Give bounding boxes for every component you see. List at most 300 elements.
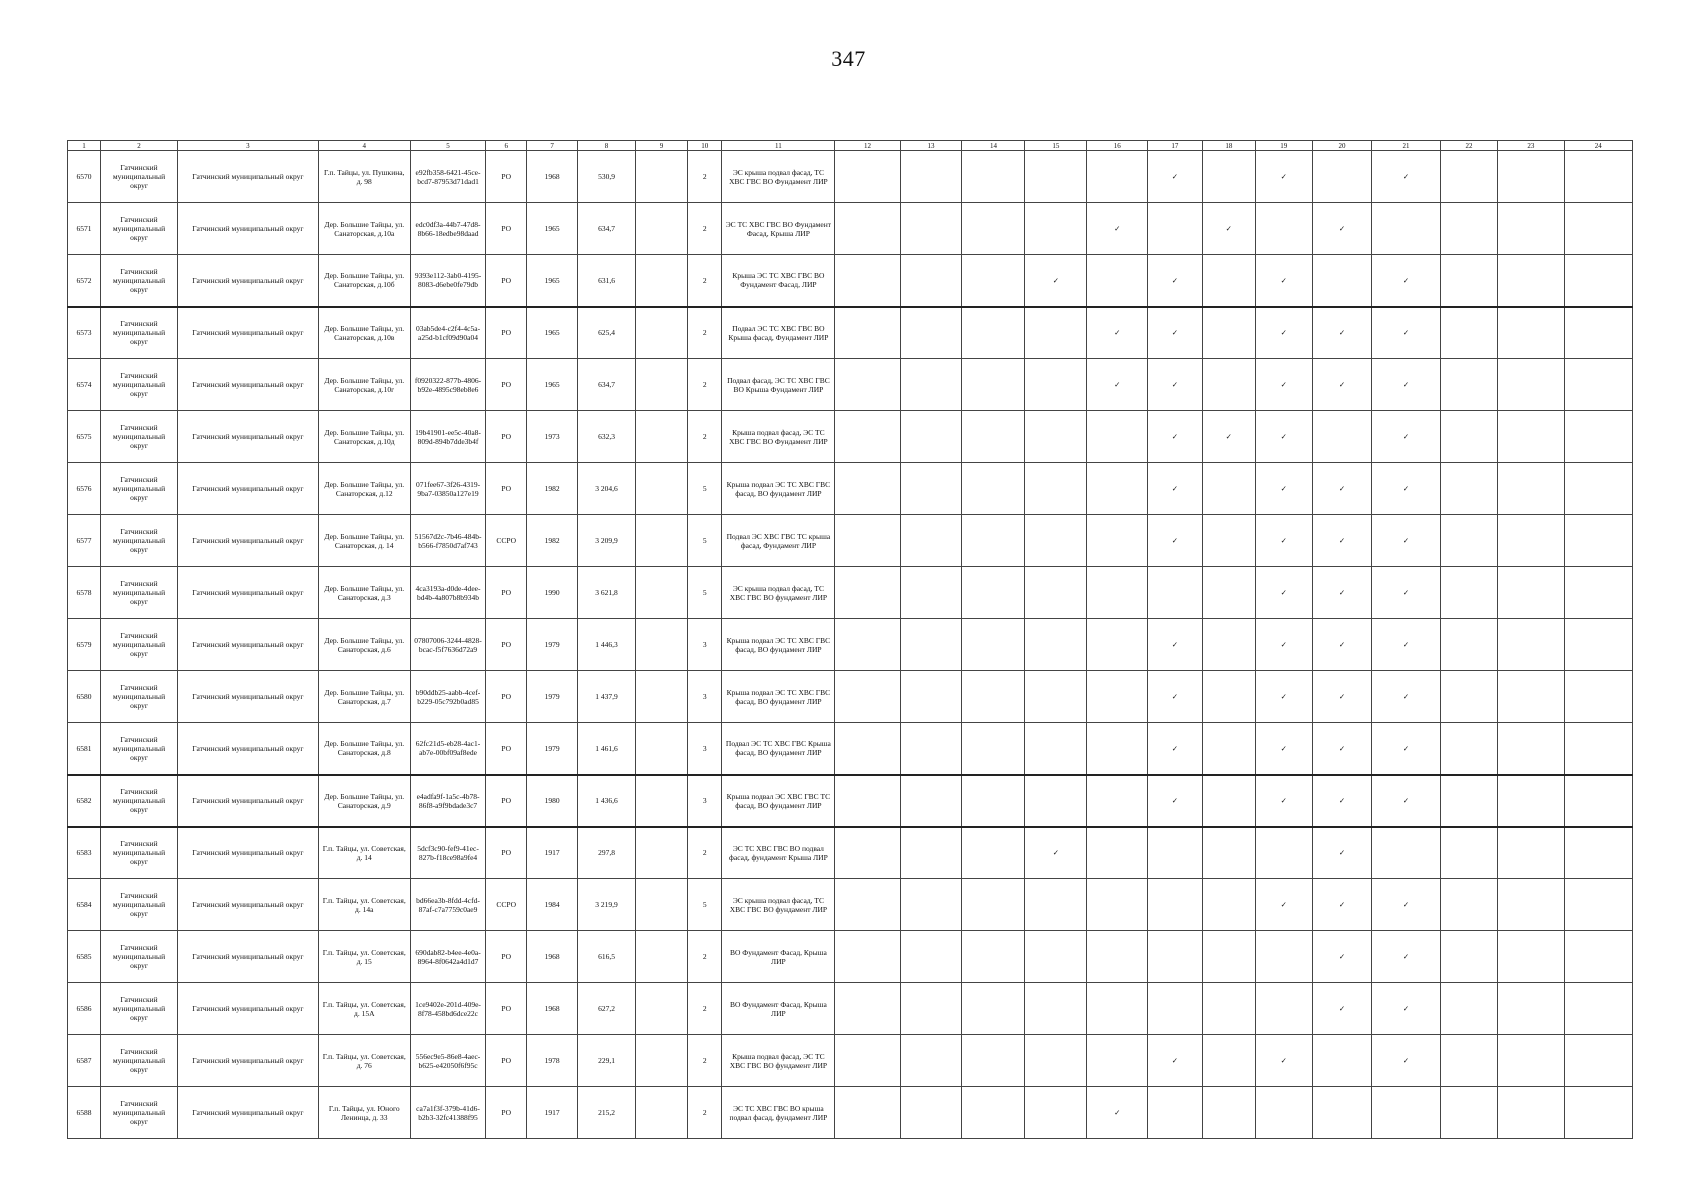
check-mark-icon: ✓ — [1148, 307, 1202, 359]
column-16-cell — [1087, 827, 1148, 879]
column-22-cell — [1440, 1035, 1498, 1087]
row-number: 6579 — [68, 619, 101, 671]
guid-cell: 19b41901-ee5c-40a8-809d-894b7dde3b4f — [410, 411, 486, 463]
column-header-10: 10 — [688, 141, 722, 151]
column-17-cell — [1148, 983, 1202, 1035]
column-19-cell — [1256, 983, 1313, 1035]
build-year-cell: 1968 — [526, 151, 577, 203]
municipality-cell: Гатчинский муниципальный округ — [177, 203, 318, 255]
table-row — [68, 1087, 1633, 1139]
column-15-cell — [1025, 203, 1087, 255]
guid-cell: 51567d2c-7b46-484b-b566-f7850d7af743 — [410, 515, 486, 567]
column-13-cell — [900, 1035, 962, 1087]
management-type-cell: РО — [486, 1087, 527, 1139]
guid-cell: 5dcf3c90-fef9-41ec-827b-f18ce98a9fe4 — [410, 827, 486, 879]
build-year-cell: 1968 — [526, 931, 577, 983]
area-cell: 3 219,9 — [578, 879, 636, 931]
address-cell: Г.п. Тайцы, ул. Советская, д. 14а — [318, 879, 410, 931]
column-14-cell — [962, 255, 1025, 307]
floors-cell: 3 — [688, 723, 722, 775]
check-mark-icon: ✓ — [1148, 619, 1202, 671]
column-12-cell — [835, 671, 900, 723]
guid-cell: 62fc21d5-eb28-4ac1-ab7e-00bf09af8ede — [410, 723, 486, 775]
column-23-cell — [1498, 775, 1564, 827]
column-14-cell — [962, 151, 1025, 203]
address-cell: Дер. Большие Тайцы, ул. Санаторская, д.6 — [318, 619, 410, 671]
column-9-cell — [635, 1035, 687, 1087]
management-type-cell: РО — [486, 203, 527, 255]
table-row — [68, 359, 1633, 411]
works-cell: ЭС крыша подвал фасад, ТС ХВС ГВС ВО Фундамент ЛИР — [722, 151, 835, 203]
column-14-cell — [962, 931, 1025, 983]
check-mark-icon: ✓ — [1148, 463, 1202, 515]
check-mark-icon: ✓ — [1312, 567, 1372, 619]
column-header-18: 18 — [1202, 141, 1255, 151]
check-mark-icon: ✓ — [1148, 671, 1202, 723]
check-mark-icon: ✓ — [1148, 775, 1202, 827]
column-21-cell — [1372, 1087, 1440, 1139]
check-mark-icon: ✓ — [1148, 411, 1202, 463]
column-13-cell — [900, 359, 962, 411]
column-18-cell — [1202, 151, 1255, 203]
column-header-3: 3 — [177, 141, 318, 151]
build-year-cell: 1973 — [526, 411, 577, 463]
floors-cell: 2 — [688, 203, 722, 255]
check-mark-icon: ✓ — [1148, 515, 1202, 567]
address-cell: Дер. Большие Тайцы, ул. Санаторская, д.10г — [318, 359, 410, 411]
address-cell: Дер. Большие Тайцы, ул. Санаторская, д.3 — [318, 567, 410, 619]
row-number: 6587 — [68, 1035, 101, 1087]
column-18-cell — [1202, 827, 1255, 879]
check-mark-icon: ✓ — [1025, 255, 1087, 307]
column-18-cell — [1202, 359, 1255, 411]
column-22-cell — [1440, 307, 1498, 359]
district-cell: Гатчинский муниципальный округ — [101, 619, 178, 671]
guid-cell: 07807006-3244-4828-bcac-f5f7636d72a9 — [410, 619, 486, 671]
column-15-cell — [1025, 151, 1087, 203]
guid-cell: 071fee67-3f26-4319-9ba7-03850a127e19 — [410, 463, 486, 515]
floors-cell: 5 — [688, 515, 722, 567]
row-number: 6581 — [68, 723, 101, 775]
build-year-cell: 1965 — [526, 203, 577, 255]
column-16-cell — [1087, 1035, 1148, 1087]
column-9-cell — [635, 203, 687, 255]
column-9-cell — [635, 463, 687, 515]
check-mark-icon: ✓ — [1312, 931, 1372, 983]
district-cell: Гатчинский муниципальный округ — [101, 879, 178, 931]
column-12-cell — [835, 723, 900, 775]
column-12-cell — [835, 515, 900, 567]
row-number: 6570 — [68, 151, 101, 203]
column-18-cell — [1202, 307, 1255, 359]
table-row — [68, 567, 1633, 619]
address-cell: Г.п. Тайцы, ул. Пушкина, д. 98 — [318, 151, 410, 203]
build-year-cell: 1979 — [526, 619, 577, 671]
column-23-cell — [1498, 411, 1564, 463]
column-22-cell — [1440, 1087, 1498, 1139]
check-mark-icon: ✓ — [1087, 359, 1148, 411]
column-13-cell — [900, 723, 962, 775]
column-16-cell — [1087, 463, 1148, 515]
column-22-cell — [1440, 203, 1498, 255]
district-cell: Гатчинский муниципальный округ — [101, 723, 178, 775]
guid-cell: 03ab5de4-c2f4-4c5a-a25d-b1cf09d90a04 — [410, 307, 486, 359]
column-14-cell — [962, 411, 1025, 463]
column-22-cell — [1440, 827, 1498, 879]
district-cell: Гатчинский муниципальный округ — [101, 203, 178, 255]
check-mark-icon: ✓ — [1148, 1035, 1202, 1087]
check-mark-icon: ✓ — [1256, 775, 1313, 827]
check-mark-icon: ✓ — [1372, 151, 1440, 203]
works-cell: Подвал ЭС ХВС ГВС ТС крыша фасад, Фундамент ЛИР — [722, 515, 835, 567]
column-16-cell — [1087, 671, 1148, 723]
column-20-cell — [1312, 1087, 1372, 1139]
area-cell: 215,2 — [578, 1087, 636, 1139]
column-16-cell — [1087, 931, 1148, 983]
build-year-cell: 1982 — [526, 463, 577, 515]
column-24-cell — [1564, 567, 1633, 619]
area-cell: 3 209,9 — [578, 515, 636, 567]
works-cell: ЭС ТС ХВС ГВС ВО Фундамент Фасад, Крыша ЛИР — [722, 203, 835, 255]
column-22-cell — [1440, 983, 1498, 1035]
column-14-cell — [962, 1087, 1025, 1139]
row-number: 6582 — [68, 775, 101, 827]
area-cell: 631,6 — [578, 255, 636, 307]
guid-cell: bd66ea3b-8fdd-4cfd-87af-c7a7759c0ae9 — [410, 879, 486, 931]
district-cell: Гатчинский муниципальный округ — [101, 775, 178, 827]
column-22-cell — [1440, 723, 1498, 775]
floors-cell: 3 — [688, 775, 722, 827]
works-cell: ЭС ТС ХВС ГВС ВО подвал фасад, фундамент Крыша ЛИР — [722, 827, 835, 879]
area-cell: 1 446,3 — [578, 619, 636, 671]
works-cell: Подвал фасад, ЭС ТС ХВС ГВС ВО Крыша Фундамент ЛИР — [722, 359, 835, 411]
table-row — [68, 203, 1633, 255]
address-cell: Г.п. Тайцы, ул. Советская, д. 76 — [318, 1035, 410, 1087]
check-mark-icon: ✓ — [1256, 879, 1313, 931]
column-header-22: 22 — [1440, 141, 1498, 151]
check-mark-icon: ✓ — [1312, 463, 1372, 515]
column-15-cell — [1025, 411, 1087, 463]
table-row — [68, 307, 1633, 359]
district-cell: Гатчинский муниципальный округ — [101, 411, 178, 463]
check-mark-icon: ✓ — [1372, 775, 1440, 827]
column-9-cell — [635, 983, 687, 1035]
row-number: 6571 — [68, 203, 101, 255]
management-type-cell: РО — [486, 307, 527, 359]
floors-cell: 5 — [688, 879, 722, 931]
column-14-cell — [962, 775, 1025, 827]
column-9-cell — [635, 307, 687, 359]
column-23-cell — [1498, 151, 1564, 203]
column-13-cell — [900, 879, 962, 931]
table-row — [68, 983, 1633, 1035]
management-type-cell: РО — [486, 255, 527, 307]
column-12-cell — [835, 203, 900, 255]
table-row — [68, 619, 1633, 671]
column-23-cell — [1498, 1087, 1564, 1139]
area-cell: 1 436,6 — [578, 775, 636, 827]
column-header-21: 21 — [1372, 141, 1440, 151]
column-15-cell — [1025, 307, 1087, 359]
column-23-cell — [1498, 983, 1564, 1035]
table-row — [68, 879, 1633, 931]
column-16-cell — [1087, 411, 1148, 463]
column-13-cell — [900, 515, 962, 567]
column-18-cell — [1202, 1087, 1255, 1139]
district-cell: Гатчинский муниципальный округ — [101, 671, 178, 723]
management-type-cell: РО — [486, 567, 527, 619]
column-24-cell — [1564, 411, 1633, 463]
management-type-cell: РО — [486, 411, 527, 463]
column-header-12: 12 — [835, 141, 900, 151]
column-22-cell — [1440, 567, 1498, 619]
build-year-cell: 1990 — [526, 567, 577, 619]
check-mark-icon: ✓ — [1148, 359, 1202, 411]
column-12-cell — [835, 307, 900, 359]
column-20-cell — [1312, 411, 1372, 463]
municipality-cell: Гатчинский муниципальный округ — [177, 931, 318, 983]
check-mark-icon: ✓ — [1256, 307, 1313, 359]
table-row — [68, 1035, 1633, 1087]
table-row — [68, 931, 1633, 983]
check-mark-icon: ✓ — [1256, 619, 1313, 671]
column-20-cell — [1312, 255, 1372, 307]
area-cell: 634,7 — [578, 359, 636, 411]
row-number: 6584 — [68, 879, 101, 931]
column-9-cell — [635, 151, 687, 203]
works-cell: Подвал ЭС ТС ХВС ГВС Крыша фасад, ВО фундамент ЛИР — [722, 723, 835, 775]
column-14-cell — [962, 1035, 1025, 1087]
column-9-cell — [635, 515, 687, 567]
column-22-cell — [1440, 359, 1498, 411]
column-12-cell — [835, 359, 900, 411]
check-mark-icon: ✓ — [1256, 671, 1313, 723]
area-cell: 1 461,6 — [578, 723, 636, 775]
column-21-cell — [1372, 203, 1440, 255]
column-header-17: 17 — [1148, 141, 1202, 151]
column-19-cell — [1256, 1087, 1313, 1139]
column-14-cell — [962, 619, 1025, 671]
table-row — [68, 151, 1633, 203]
check-mark-icon: ✓ — [1202, 411, 1255, 463]
column-16-cell — [1087, 775, 1148, 827]
column-9-cell — [635, 1087, 687, 1139]
column-17-cell — [1148, 567, 1202, 619]
column-13-cell — [900, 307, 962, 359]
column-18-cell — [1202, 775, 1255, 827]
check-mark-icon: ✓ — [1256, 255, 1313, 307]
check-mark-icon: ✓ — [1372, 359, 1440, 411]
column-22-cell — [1440, 411, 1498, 463]
check-mark-icon: ✓ — [1087, 307, 1148, 359]
column-13-cell — [900, 411, 962, 463]
table-row — [68, 671, 1633, 723]
row-number: 6578 — [68, 567, 101, 619]
column-12-cell — [835, 827, 900, 879]
floors-cell: 3 — [688, 671, 722, 723]
area-cell: 3 621,8 — [578, 567, 636, 619]
column-17-cell — [1148, 1087, 1202, 1139]
column-22-cell — [1440, 879, 1498, 931]
column-24-cell — [1564, 307, 1633, 359]
address-cell: Г.п. Тайцы, ул. Юного Ленинца, д. 33 — [318, 1087, 410, 1139]
column-24-cell — [1564, 203, 1633, 255]
municipality-cell: Гатчинский муниципальный округ — [177, 463, 318, 515]
check-mark-icon: ✓ — [1148, 723, 1202, 775]
column-22-cell — [1440, 151, 1498, 203]
municipality-cell: Гатчинский муниципальный округ — [177, 1035, 318, 1087]
column-header-15: 15 — [1025, 141, 1087, 151]
works-cell: Подвал ЭС ТС ХВС ГВС ВО Крыша фасад, Фундамент ЛИР — [722, 307, 835, 359]
column-12-cell — [835, 411, 900, 463]
column-header-24: 24 — [1564, 141, 1633, 151]
address-cell: Г.п. Тайцы, ул. Советская, д. 15 — [318, 931, 410, 983]
management-type-cell: ССРО — [486, 879, 527, 931]
column-12-cell — [835, 463, 900, 515]
column-18-cell — [1202, 619, 1255, 671]
row-number: 6572 — [68, 255, 101, 307]
check-mark-icon: ✓ — [1148, 151, 1202, 203]
municipality-cell: Гатчинский муниципальный округ — [177, 307, 318, 359]
floors-cell: 2 — [688, 307, 722, 359]
column-15-cell — [1025, 619, 1087, 671]
column-23-cell — [1498, 255, 1564, 307]
area-cell: 3 204,6 — [578, 463, 636, 515]
management-type-cell: РО — [486, 775, 527, 827]
build-year-cell: 1979 — [526, 723, 577, 775]
column-22-cell — [1440, 931, 1498, 983]
column-23-cell — [1498, 463, 1564, 515]
district-cell: Гатчинский муниципальный округ — [101, 151, 178, 203]
column-22-cell — [1440, 619, 1498, 671]
check-mark-icon: ✓ — [1087, 1087, 1148, 1139]
column-16-cell — [1087, 255, 1148, 307]
works-cell: ЭС крыша подвал фасад, ТС ХВС ГВС ВО фундамент ЛИР — [722, 567, 835, 619]
check-mark-icon: ✓ — [1372, 307, 1440, 359]
works-cell: Крыша подвал фасад, ЭС ТС ХВС ГВС ВО фундамент ЛИР — [722, 1035, 835, 1087]
floors-cell: 2 — [688, 411, 722, 463]
table-body — [68, 151, 1633, 1139]
column-18-cell — [1202, 463, 1255, 515]
column-13-cell — [900, 1087, 962, 1139]
column-22-cell — [1440, 255, 1498, 307]
column-9-cell — [635, 931, 687, 983]
column-24-cell — [1564, 255, 1633, 307]
management-type-cell: РО — [486, 827, 527, 879]
check-mark-icon: ✓ — [1256, 411, 1313, 463]
column-19-cell — [1256, 203, 1313, 255]
municipality-cell: Гатчинский муниципальный округ — [177, 151, 318, 203]
column-18-cell — [1202, 1035, 1255, 1087]
check-mark-icon: ✓ — [1312, 619, 1372, 671]
column-14-cell — [962, 983, 1025, 1035]
column-14-cell — [962, 359, 1025, 411]
column-23-cell — [1498, 619, 1564, 671]
floors-cell: 2 — [688, 827, 722, 879]
guid-cell: 4ca3193a-d0de-4dee-bd4b-4a807b8b934b — [410, 567, 486, 619]
column-14-cell — [962, 827, 1025, 879]
area-cell: 229,1 — [578, 1035, 636, 1087]
column-12-cell — [835, 931, 900, 983]
district-cell: Гатчинский муниципальный округ — [101, 255, 178, 307]
check-mark-icon: ✓ — [1312, 515, 1372, 567]
row-number: 6586 — [68, 983, 101, 1035]
column-13-cell — [900, 931, 962, 983]
column-9-cell — [635, 827, 687, 879]
municipality-cell: Гатчинский муниципальный округ — [177, 983, 318, 1035]
column-15-cell — [1025, 1087, 1087, 1139]
column-13-cell — [900, 567, 962, 619]
check-mark-icon: ✓ — [1087, 203, 1148, 255]
area-cell: 634,7 — [578, 203, 636, 255]
column-23-cell — [1498, 203, 1564, 255]
column-header-1: 1 — [68, 141, 101, 151]
column-header-23: 23 — [1498, 141, 1564, 151]
check-mark-icon: ✓ — [1312, 879, 1372, 931]
check-mark-icon: ✓ — [1148, 255, 1202, 307]
guid-cell: f0920322-877b-4806-b92e-4895c98eb8e6 — [410, 359, 486, 411]
municipality-cell: Гатчинский муниципальный округ — [177, 827, 318, 879]
column-header-9: 9 — [635, 141, 687, 151]
municipality-cell: Гатчинский муниципальный округ — [177, 671, 318, 723]
municipality-cell: Гатчинский муниципальный округ — [177, 411, 318, 463]
column-header-7: 7 — [526, 141, 577, 151]
check-mark-icon: ✓ — [1025, 827, 1087, 879]
column-23-cell — [1498, 723, 1564, 775]
management-type-cell: РО — [486, 463, 527, 515]
management-type-cell: РО — [486, 151, 527, 203]
column-14-cell — [962, 567, 1025, 619]
column-22-cell — [1440, 515, 1498, 567]
column-15-cell — [1025, 515, 1087, 567]
works-cell: Крыша подвал ЭС ТС ХВС ГВС фасад, ВО фундамент ЛИР — [722, 619, 835, 671]
column-21-cell — [1372, 827, 1440, 879]
check-mark-icon: ✓ — [1256, 151, 1313, 203]
works-cell: Крыша подвал ЭС ХВС ГВС ТС фасад, ВО фундамент ЛИР — [722, 775, 835, 827]
district-cell: Гатчинский муниципальный округ — [101, 827, 178, 879]
check-mark-icon: ✓ — [1256, 359, 1313, 411]
area-cell: 1 437,9 — [578, 671, 636, 723]
column-23-cell — [1498, 567, 1564, 619]
check-mark-icon: ✓ — [1312, 723, 1372, 775]
column-24-cell — [1564, 723, 1633, 775]
check-mark-icon: ✓ — [1372, 1035, 1440, 1087]
column-13-cell — [900, 151, 962, 203]
column-header-16: 16 — [1087, 141, 1148, 151]
guid-cell: e92fb358-6421-45ce-bcd7-87953d71dad1 — [410, 151, 486, 203]
column-15-cell — [1025, 983, 1087, 1035]
works-cell: Крыша подвал ЭС ТС ХВС ГВС фасад, ВО фундамент ЛИР — [722, 671, 835, 723]
column-17-cell — [1148, 931, 1202, 983]
district-cell: Гатчинский муниципальный округ — [101, 359, 178, 411]
build-year-cell: 1980 — [526, 775, 577, 827]
municipality-cell: Гатчинский муниципальный округ — [177, 775, 318, 827]
column-14-cell — [962, 463, 1025, 515]
column-18-cell — [1202, 879, 1255, 931]
column-13-cell — [900, 619, 962, 671]
column-15-cell — [1025, 879, 1087, 931]
column-9-cell — [635, 723, 687, 775]
column-18-cell — [1202, 723, 1255, 775]
check-mark-icon: ✓ — [1372, 931, 1440, 983]
row-number: 6583 — [68, 827, 101, 879]
column-24-cell — [1564, 671, 1633, 723]
table-row — [68, 515, 1633, 567]
build-year-cell: 1978 — [526, 1035, 577, 1087]
floors-cell: 2 — [688, 1087, 722, 1139]
municipality-cell: Гатчинский муниципальный округ — [177, 723, 318, 775]
area-cell: 530,9 — [578, 151, 636, 203]
